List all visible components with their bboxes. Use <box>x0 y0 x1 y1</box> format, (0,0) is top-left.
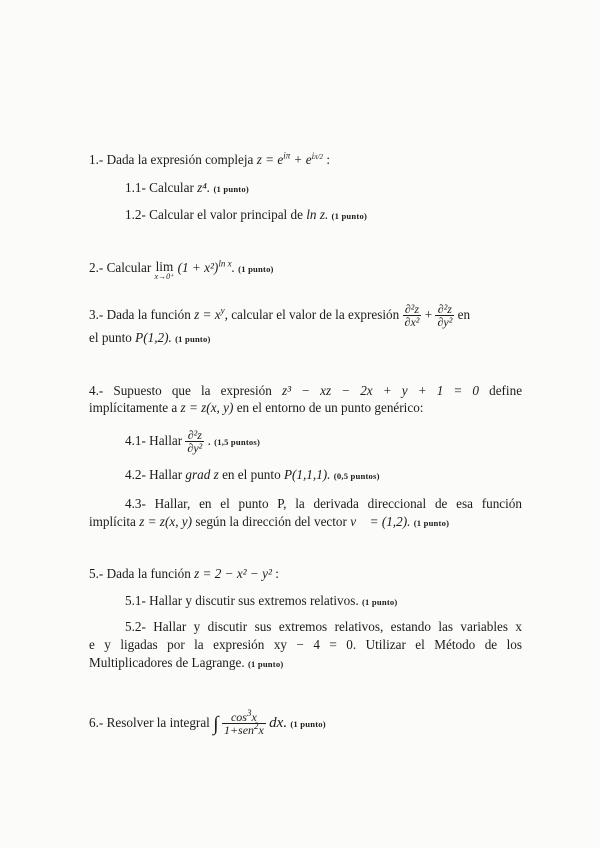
q4-1-frac: $\frac{\text{∂²z}}{\text{∂y²}}$ <box>187 428 203 456</box>
q5-1: 5.1- Hallar y discutir sus extremos relativos. (1 punto) <box>125 593 398 608</box>
q3-line2: el punto P(1,2). (1 punto) <box>89 330 211 345</box>
q4-3-line1: 4.3- Hallar, en el punto P, la derivada direccional de esa función <box>125 496 522 511</box>
q1-1: 1.1- Calcular z⁴. (1 punto) <box>125 180 249 195</box>
q4-line1: 4.- Supuesto que la expresión z³ − xz − 2x + y + 1 = 0 define <box>89 383 523 398</box>
q5-2-line2: e y ligadas por la expresión xy − 4 = 0. Utilizar el Método de los <box>89 637 522 652</box>
q1-intro: 1.- Dada la expresión compleja $z = e^{i\pi} + e^{i\pi/2}$ : <box>89 150 331 167</box>
q5-intro: 5.- Dada la función z = 2 − x² − y² : <box>89 566 279 581</box>
q1-expression: $z = e^{i\pi} + e^{i\pi/2}$ <box>256 150 324 167</box>
q3-line1: 3.- Dada la función $z = x^y$, calcular el valor de la expresión $\frac{\text{∂²z}}{\text{∂x²}}$ + $\frac{\text{∂²z}}{\text{∂y²}}$ en <box>89 302 471 330</box>
q3-func: $z = x^y$, <box>194 305 228 322</box>
q6: 6.- Resolver la integral ∫ $\frac{\cos^3x}{1+sen^2x}$ dx. (1 punto) <box>89 708 326 738</box>
q3-frac-y: $\frac{\text{∂²z}}{\text{∂y²}}$ <box>437 302 453 330</box>
q3-frac-x: $\frac{\text{∂²z}}{\text{∂x²}}$ <box>404 302 420 330</box>
integral-sign: ∫ <box>213 712 219 735</box>
q6-frac <box>222 708 266 738</box>
q6-den: 1+sen$^2$x <box>223 721 264 738</box>
q2-limit: lim x→0⁺ <box>154 259 175 281</box>
q4-line2: implícitamente a z = z(x, y) en el entorno de un punto genérico: <box>89 400 424 415</box>
q1-2: 1.2- Calcular el valor principal de ln z. (1 punto) <box>125 207 368 222</box>
q2: 2.- Calcular lim x→0⁺ $(1 + x^2)^{ln x}$. (1 punto) <box>89 258 274 281</box>
q6-num: $\cos^3x$ <box>222 711 266 724</box>
q4-2: 4.2- Hallar grad z en el punto P(1,1,1). (0,5 puntos) <box>125 467 380 482</box>
q2-expression: $(1 + x^2)^{ln x}$. <box>177 258 235 275</box>
q5-2-line1: 5.2- Hallar y discutir sus extremos relativos, estando las variables x <box>125 619 522 634</box>
q4-1: 4.1- Hallar $\frac{\text{∂²z}}{\text{∂y²}}$ . (1,5 puntos) <box>125 428 261 456</box>
q4-3-line2: implícita z = z(x, y) según la dirección del vector v⃗ = (1,2). (1 punto) <box>89 514 450 529</box>
q5-2-line3: Multiplicadores de Lagrange. (1 punto) <box>89 655 284 670</box>
